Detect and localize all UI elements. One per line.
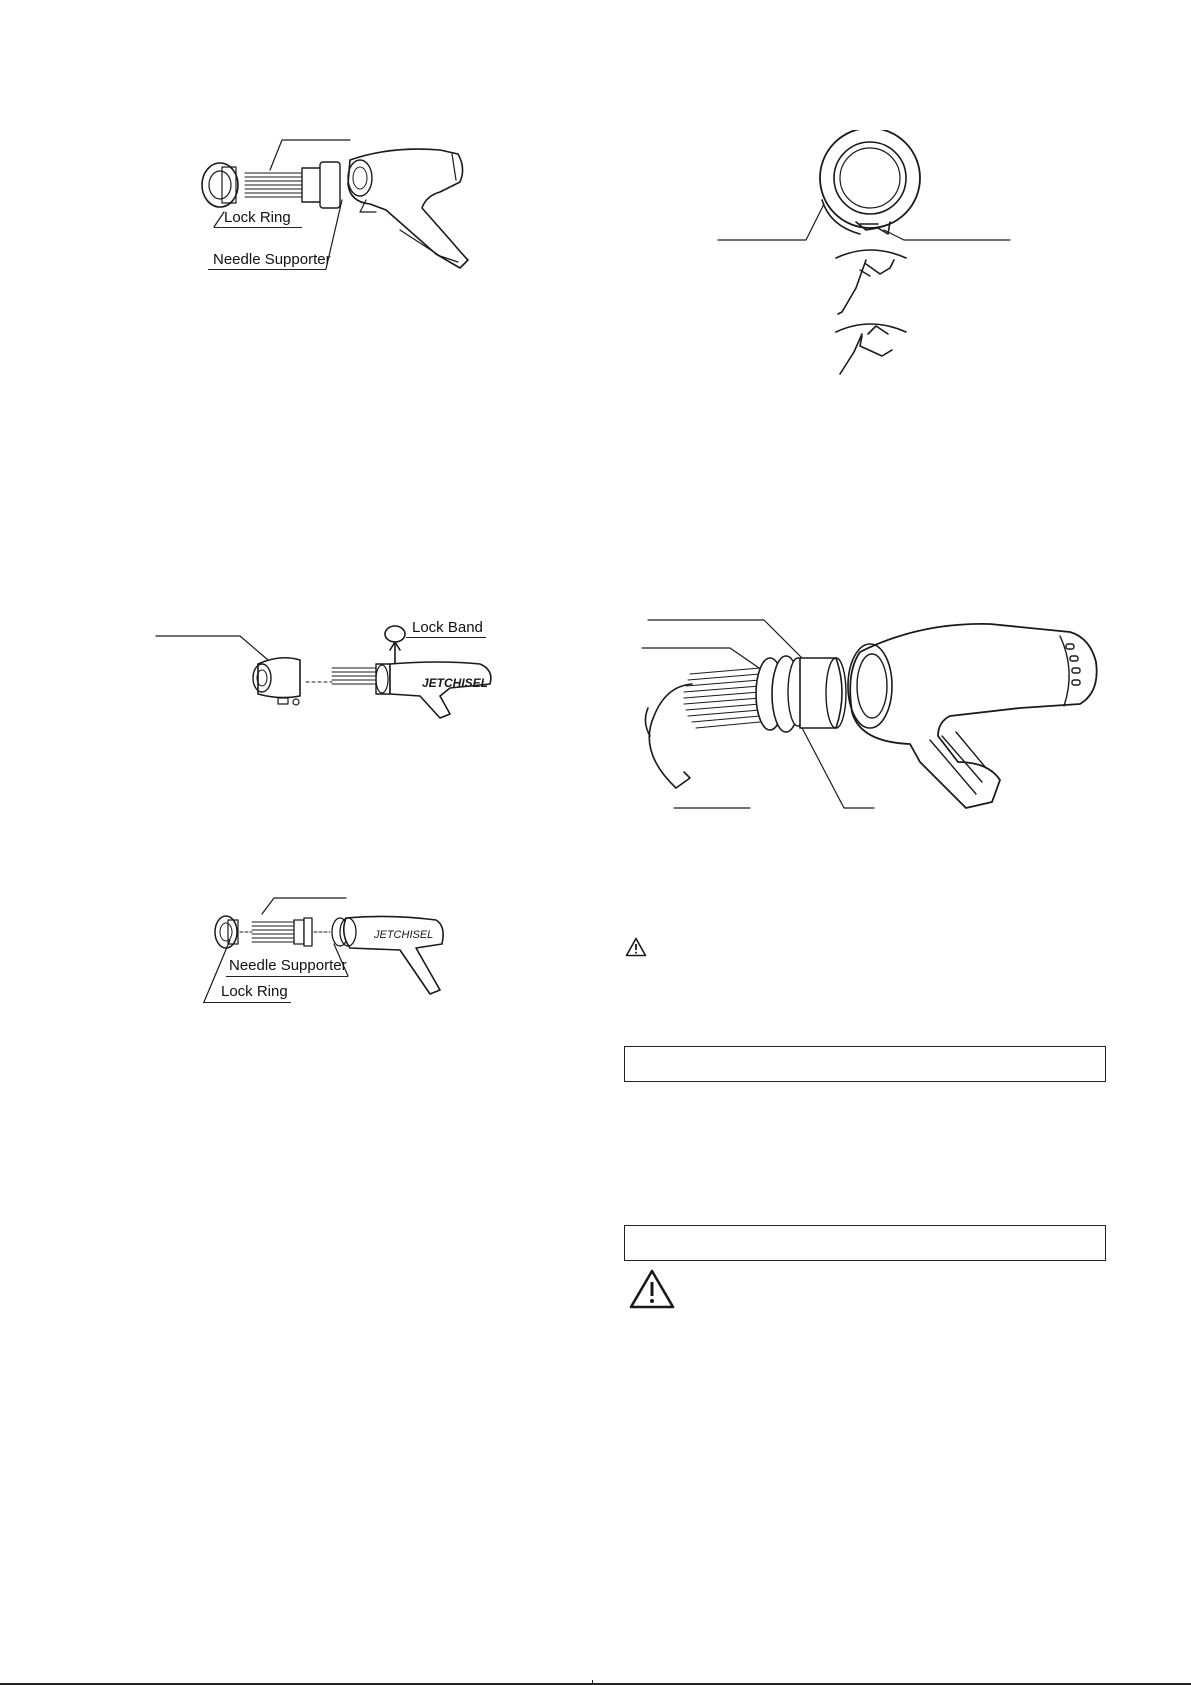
brand-text-jetchisel-2: JETCHISEL <box>374 929 434 941</box>
section-header-box-1 <box>624 1046 1106 1082</box>
leader-needle-supporter <box>208 269 326 270</box>
warning-triangle-icon <box>625 937 647 957</box>
figure-lock-ring-front-view <box>710 130 1020 380</box>
figure-exploded-view-new <box>620 612 1100 812</box>
label-lock-ring-2: Lock Ring <box>221 983 288 1000</box>
label-needle-supporter: Needle Supporter <box>213 251 331 268</box>
label-needle-supporter-2: Needle Supporter <box>229 957 347 974</box>
lock-ring-front-illustration <box>710 130 1020 380</box>
brand-text-jetchisel: JETCHISEL <box>422 676 489 690</box>
exploded-view-illustration <box>620 612 1100 812</box>
leader-needle-supporter-tick <box>320 192 350 272</box>
leader-lock-ring-2-tick <box>202 936 242 1006</box>
warning-triangle-icon <box>628 1268 676 1310</box>
page-footer-center-tick <box>592 1680 593 1685</box>
label-lock-band: Lock Band <box>412 619 483 636</box>
leader-needle-supporter-2-tick <box>330 940 360 980</box>
section-header-box-2 <box>624 1225 1106 1261</box>
leader-lock-ring-tick <box>208 210 228 230</box>
leader-lock-band <box>406 637 486 638</box>
label-lock-ring: Lock Ring <box>224 209 291 226</box>
